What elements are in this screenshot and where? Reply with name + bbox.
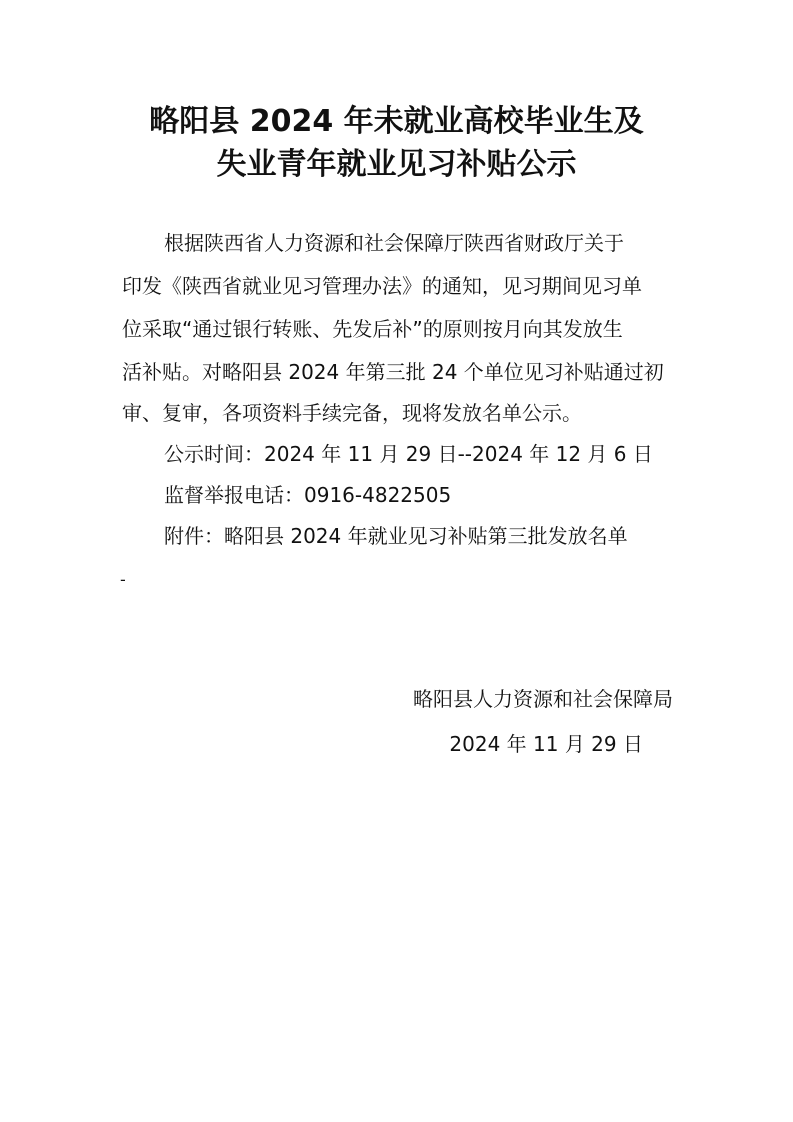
paragraph-line: 根据陕西省人力资源和社会保障厅陕西省财政厅关于 xyxy=(164,231,624,255)
paragraph-line: 活补贴。对略阳县 2024 年第三批 24 个单位见习补贴通过初 xyxy=(122,360,664,384)
dash-mark: - xyxy=(120,570,126,589)
title-line-1: 略阳县 2024 年未就业高校毕业生及 xyxy=(149,104,644,139)
paragraph-line: 位采取“通过银行转账、先发后补”的原则按月向其发放生 xyxy=(122,317,623,341)
signature-date: 2024 年 11 月 29 日 xyxy=(449,732,643,756)
report-phone: 监督举报电话：0916-4822505 xyxy=(164,483,452,507)
attachment-line: 附件：略阳县 2024 年就业见习补贴第三批发放名单 xyxy=(164,524,628,548)
paragraph-line: 印发《陕西省就业见习管理办法》的通知，见习期间见习单 xyxy=(122,274,642,298)
paragraph-line: 审、复审，各项资料手续完备，现将发放名单公示。 xyxy=(122,401,582,425)
title-line-2: 失业青年就业见习补贴公示 xyxy=(216,147,577,182)
signature-organization: 略阳县人力资源和社会保障局 xyxy=(413,687,673,711)
publicity-time: 公示时间：2024 年 11 月 29 日--2024 年 12 月 6 日 xyxy=(164,442,653,466)
